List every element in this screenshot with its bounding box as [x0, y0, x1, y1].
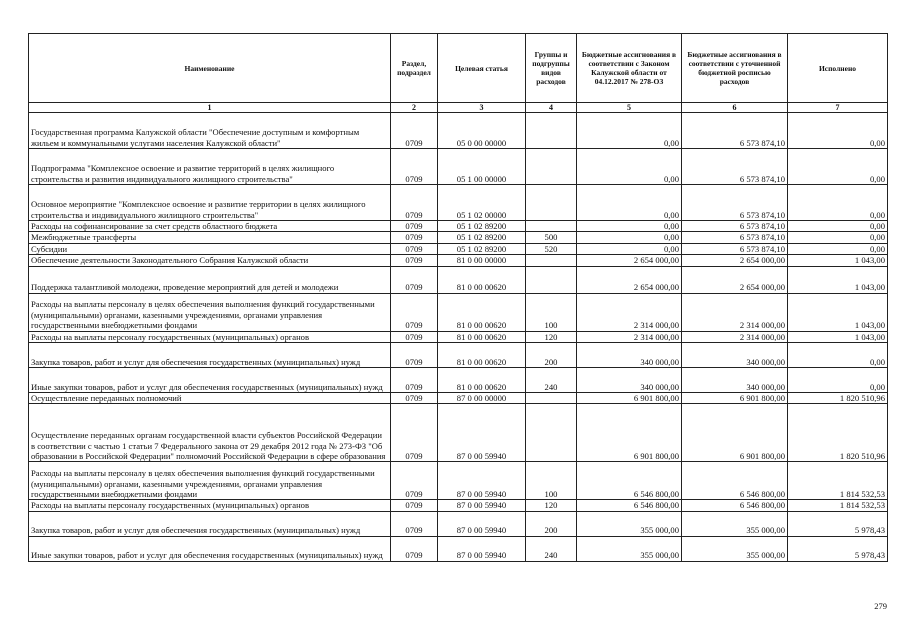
row-section: 0709 [391, 255, 438, 266]
row-section: 0709 [391, 462, 438, 500]
row-section: 0709 [391, 343, 438, 368]
row-section: 0709 [391, 500, 438, 511]
row-expense-group: 200 [526, 343, 577, 368]
row-expense-group [526, 255, 577, 266]
row-section: 0709 [391, 536, 438, 561]
col-number: 4 [526, 103, 577, 113]
table-row [29, 266, 888, 293]
table-row [29, 331, 888, 342]
row-expense-group [526, 221, 577, 232]
row-expense-group: 240 [526, 368, 577, 393]
table-row [29, 511, 888, 536]
col-header-group: Группы и подгруппы видов расходов [526, 34, 577, 103]
row-expense-group: 120 [526, 331, 577, 342]
row-expense-group [526, 185, 577, 221]
table-row [29, 113, 888, 149]
row-executed: 0,00 [788, 149, 888, 185]
table-row [29, 232, 888, 243]
col-header-executed: Исполнено [788, 34, 888, 103]
row-name: Расходы на выплаты персоналу государственных (муниципальных) органов [29, 331, 391, 342]
col-header-section: Раздел, подраздел [391, 34, 438, 103]
row-revised-allocation: 6 573 874,10 [682, 149, 788, 185]
row-section: 0709 [391, 331, 438, 342]
row-target-article: 05 1 02 00000 [438, 185, 526, 221]
row-revised-allocation: 355 000,00 [682, 536, 788, 561]
row-law-allocation: 340 000,00 [577, 343, 682, 368]
budget-table-sheet [28, 33, 887, 562]
row-law-allocation: 2 654 000,00 [577, 266, 682, 293]
col-number: 2 [391, 103, 438, 113]
row-executed: 0,00 [788, 113, 888, 149]
row-revised-allocation: 6 573 874,10 [682, 232, 788, 243]
row-target-article: 87 0 00 59940 [438, 511, 526, 536]
row-target-article: 87 0 00 59940 [438, 462, 526, 500]
row-expense-group: 520 [526, 243, 577, 254]
row-revised-allocation: 6 573 874,10 [682, 185, 788, 221]
col-number: 6 [682, 103, 788, 113]
row-law-allocation: 340 000,00 [577, 368, 682, 393]
row-section: 0709 [391, 232, 438, 243]
row-expense-group: 100 [526, 293, 577, 331]
row-executed: 1 820 510,96 [788, 404, 888, 462]
table-row [29, 536, 888, 561]
row-expense-group [526, 149, 577, 185]
row-target-article: 05 1 02 89200 [438, 232, 526, 243]
row-law-allocation: 0,00 [577, 113, 682, 149]
row-expense-group: 200 [526, 511, 577, 536]
column-number-row [29, 103, 888, 113]
row-executed: 0,00 [788, 368, 888, 393]
row-section: 0709 [391, 149, 438, 185]
row-name: Подпрограмма "Комплексное освоение и развитие территорий в целях жилищного строительства и развития индивидуального жилищного строительства" [29, 149, 391, 185]
row-section: 0709 [391, 243, 438, 254]
row-target-article: 05 1 02 89200 [438, 243, 526, 254]
row-executed: 1 043,00 [788, 266, 888, 293]
row-law-allocation: 2 654 000,00 [577, 255, 682, 266]
row-expense-group [526, 404, 577, 462]
table-row [29, 221, 888, 232]
row-name: Иные закупки товаров, работ и услуг для обеспечения государственных (муниципальных) нужд [29, 536, 391, 561]
row-section: 0709 [391, 293, 438, 331]
row-name: Межбюджетные трансферты [29, 232, 391, 243]
row-revised-allocation: 355 000,00 [682, 511, 788, 536]
col-header-name: Наименование [29, 34, 391, 103]
row-target-article: 81 0 00 00620 [438, 368, 526, 393]
table-row [29, 243, 888, 254]
row-name: Государственная программа Калужской области "Обеспечение доступным и комфортным жильем и коммунальными услугами населения Калужской области" [29, 113, 391, 149]
row-expense-group [526, 113, 577, 149]
page-number: 279 [874, 601, 887, 611]
budget-table [28, 33, 888, 562]
row-name: Осуществление переданных полномочий [29, 393, 391, 404]
row-law-allocation: 0,00 [577, 221, 682, 232]
table-row [29, 293, 888, 331]
row-law-allocation: 2 314 000,00 [577, 293, 682, 331]
row-executed: 1 820 510,96 [788, 393, 888, 404]
row-revised-allocation: 340 000,00 [682, 343, 788, 368]
row-name: Закупка товаров, работ и услуг для обеспечения государственных (муниципальных) нужд [29, 511, 391, 536]
row-target-article: 81 0 00 00620 [438, 343, 526, 368]
row-revised-allocation: 6 546 800,00 [682, 500, 788, 511]
row-law-allocation: 355 000,00 [577, 536, 682, 561]
row-revised-allocation: 2 314 000,00 [682, 293, 788, 331]
row-expense-group: 100 [526, 462, 577, 500]
row-executed: 0,00 [788, 185, 888, 221]
row-target-article: 05 1 02 89200 [438, 221, 526, 232]
row-executed: 0,00 [788, 343, 888, 368]
table-row [29, 255, 888, 266]
col-number: 5 [577, 103, 682, 113]
row-target-article: 87 0 00 59940 [438, 536, 526, 561]
col-header-law-allocation: Бюджетные ассигнования в соответствии с Законом Калужской области от 04.12.2017 № 278-ОЗ [577, 34, 682, 103]
row-law-allocation: 0,00 [577, 243, 682, 254]
row-target-article: 05 1 00 00000 [438, 149, 526, 185]
table-row [29, 404, 888, 462]
row-executed: 1 043,00 [788, 255, 888, 266]
row-name: Расходы на софинансирование за счет средств областного бюджета [29, 221, 391, 232]
row-revised-allocation: 2 654 000,00 [682, 266, 788, 293]
row-expense-group: 120 [526, 500, 577, 511]
row-law-allocation: 6 901 800,00 [577, 393, 682, 404]
row-name: Закупка товаров, работ и услуг для обеспечения государственных (муниципальных) нужд [29, 343, 391, 368]
row-section: 0709 [391, 393, 438, 404]
row-revised-allocation: 2 654 000,00 [682, 255, 788, 266]
row-name: Основное мероприятие "Комплексное освоение и развитие территории в целях жилищного строительства и индивидуального жилищного строительства" [29, 185, 391, 221]
row-target-article: 81 0 00 00000 [438, 255, 526, 266]
table-row [29, 368, 888, 393]
row-expense-group: 500 [526, 232, 577, 243]
row-section: 0709 [391, 113, 438, 149]
row-executed: 5 978,43 [788, 536, 888, 561]
row-revised-allocation: 2 314 000,00 [682, 331, 788, 342]
row-target-article: 81 0 00 00620 [438, 293, 526, 331]
table-row [29, 149, 888, 185]
row-expense-group [526, 266, 577, 293]
row-name: Осуществление переданных органам государственной власти субъектов Российской Федерации в соответствии с частью 1 статьи 7 Федерального закона от 29 декабря 2012 года № 273-ФЗ "Об образовании в Российской Федерации" полномочий Российской Федерации в сфере образования [29, 404, 391, 462]
row-section: 0709 [391, 368, 438, 393]
row-revised-allocation: 6 546 800,00 [682, 462, 788, 500]
row-law-allocation: 355 000,00 [577, 511, 682, 536]
table-row [29, 343, 888, 368]
row-revised-allocation: 6 573 874,10 [682, 221, 788, 232]
row-section: 0709 [391, 511, 438, 536]
row-law-allocation: 0,00 [577, 149, 682, 185]
col-number: 7 [788, 103, 888, 113]
row-section: 0709 [391, 221, 438, 232]
table-header-row [29, 34, 888, 103]
row-revised-allocation: 6 901 800,00 [682, 393, 788, 404]
row-name: Расходы на выплаты персоналу государственных (муниципальных) органов [29, 500, 391, 511]
row-target-article: 05 0 00 00000 [438, 113, 526, 149]
row-revised-allocation: 6 573 874,10 [682, 113, 788, 149]
row-executed: 5 978,43 [788, 511, 888, 536]
row-target-article: 87 0 00 59940 [438, 404, 526, 462]
row-revised-allocation: 340 000,00 [682, 368, 788, 393]
row-section: 0709 [391, 266, 438, 293]
row-name: Субсидии [29, 243, 391, 254]
row-target-article: 81 0 00 00620 [438, 266, 526, 293]
row-law-allocation: 6 546 800,00 [577, 500, 682, 511]
row-target-article: 81 0 00 00620 [438, 331, 526, 342]
row-executed: 0,00 [788, 232, 888, 243]
row-law-allocation: 6 901 800,00 [577, 404, 682, 462]
col-number: 3 [438, 103, 526, 113]
row-executed: 1 814 532,53 [788, 462, 888, 500]
row-executed: 1 043,00 [788, 293, 888, 331]
row-section: 0709 [391, 185, 438, 221]
row-name: Расходы на выплаты персоналу в целях обеспечения выполнения функций государственными (муниципальными) органами, казенными учреждениями, органами управления государственными внебюджетными фондами [29, 462, 391, 500]
col-number: 1 [29, 103, 391, 113]
row-executed: 0,00 [788, 243, 888, 254]
col-header-revised-allocation: Бюджетные ассигнования в соответствии с уточненной бюджетной росписью расходов [682, 34, 788, 103]
row-revised-allocation: 6 901 800,00 [682, 404, 788, 462]
row-section: 0709 [391, 404, 438, 462]
row-expense-group: 240 [526, 536, 577, 561]
row-name: Обеспечение деятельности Законодательного Собрания Калужской области [29, 255, 391, 266]
row-executed: 1 814 532,53 [788, 500, 888, 511]
row-target-article: 87 0 00 59940 [438, 500, 526, 511]
row-revised-allocation: 6 573 874,10 [682, 243, 788, 254]
table-row [29, 393, 888, 404]
row-executed: 0,00 [788, 221, 888, 232]
row-target-article: 87 0 00 00000 [438, 393, 526, 404]
row-law-allocation: 2 314 000,00 [577, 331, 682, 342]
table-row [29, 462, 888, 500]
table-row [29, 500, 888, 511]
row-name: Иные закупки товаров, работ и услуг для обеспечения государственных (муниципальных) нужд [29, 368, 391, 393]
table-row [29, 185, 888, 221]
col-header-target: Целевая статья [438, 34, 526, 103]
row-law-allocation: 6 546 800,00 [577, 462, 682, 500]
row-executed: 1 043,00 [788, 331, 888, 342]
row-law-allocation: 0,00 [577, 185, 682, 221]
row-law-allocation: 0,00 [577, 232, 682, 243]
row-name: Поддержка талантливой молодежи, проведение мероприятий для детей и молодежи [29, 266, 391, 293]
row-expense-group [526, 393, 577, 404]
row-name: Расходы на выплаты персоналу в целях обеспечения выполнения функций государственными (муниципальными) органами, казенными учреждениями, органами управления государственными внебюджетными фондами [29, 293, 391, 331]
